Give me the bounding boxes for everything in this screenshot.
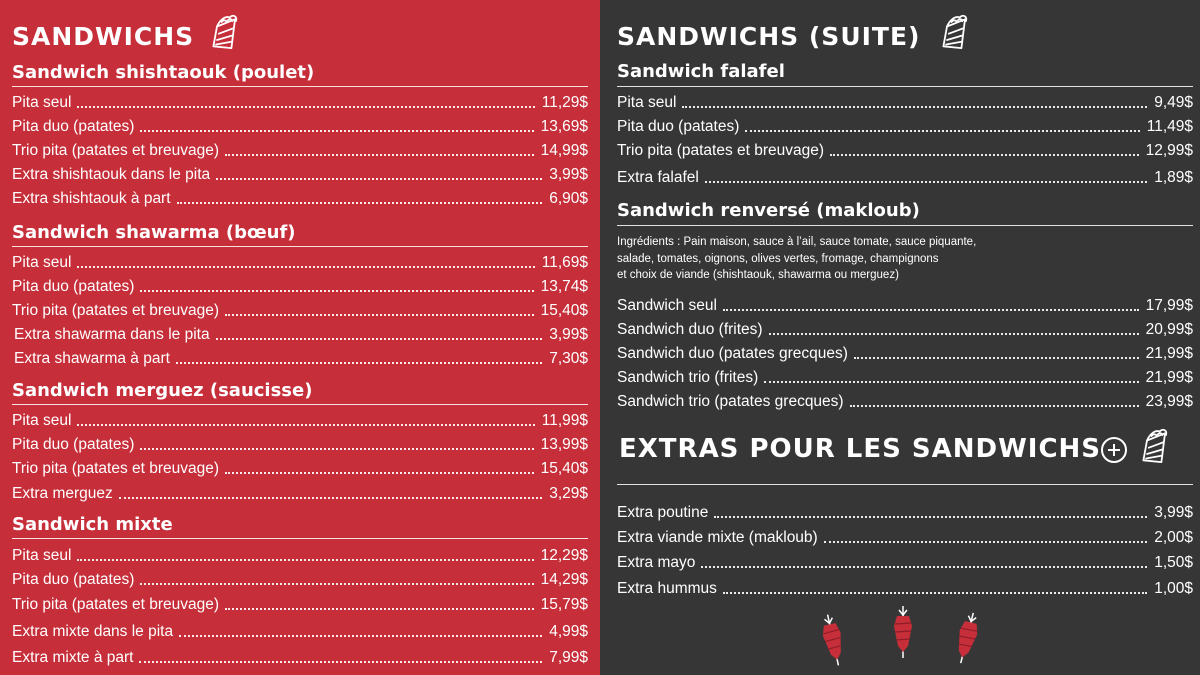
item-name: Pita seul <box>617 94 677 111</box>
item-name: Sandwich duo (patates grecques) <box>617 345 848 362</box>
item-price: 3,29$ <box>549 485 588 502</box>
item-price: 17,99$ <box>1145 297 1193 314</box>
menu-item-row <box>617 114 1193 136</box>
item-price: 3,99$ <box>549 326 588 343</box>
item-name: Sandwich trio (patates grecques) <box>617 393 844 410</box>
section-divider <box>617 86 1193 87</box>
menu-item-row <box>617 317 1193 339</box>
ingredients-line: et choix de viande (shishtaouk, shawarma ou merguez) <box>617 269 899 281</box>
menu-item-row <box>617 341 1193 363</box>
dot-leader <box>77 106 534 108</box>
item-price: 13,69$ <box>540 118 588 135</box>
dot-leader <box>824 541 1147 543</box>
dot-leader <box>77 266 534 268</box>
right-main-title: SANDWICHS (SUITE) <box>617 22 921 51</box>
dot-leader <box>216 178 542 180</box>
shawarma-spit-icon <box>946 609 988 667</box>
item-price: 23,99$ <box>1145 393 1193 410</box>
item-name: Sandwich seul <box>617 297 717 314</box>
item-price: 15,79$ <box>540 596 588 613</box>
item-name: Pita duo (patates) <box>12 118 135 135</box>
menu-item-row <box>617 550 1193 572</box>
item-name: Extra shishtaouk dans le pita <box>12 166 211 183</box>
menu-item-row <box>12 567 588 589</box>
item-price: 11,99$ <box>541 412 588 429</box>
item-price: 15,40$ <box>540 460 588 477</box>
section-divider <box>12 246 588 247</box>
item-name: Sandwich duo (frites) <box>617 321 763 338</box>
menu-item-row <box>617 576 1193 598</box>
dot-leader <box>140 583 533 585</box>
menu-item-row <box>617 389 1193 411</box>
section-divider <box>617 484 1193 485</box>
menu-item-row <box>617 138 1193 160</box>
dot-leader <box>77 424 534 426</box>
item-price: 15,40$ <box>540 302 588 319</box>
item-name: Pita duo (patates) <box>12 436 135 453</box>
item-name: Extra mixte dans le pita <box>12 623 174 640</box>
menu-item-row <box>617 365 1193 387</box>
dot-leader <box>682 106 1147 108</box>
item-name: Trio pita (patates et breuvage) <box>12 302 220 319</box>
item-price: 20,99$ <box>1145 321 1193 338</box>
dot-leader <box>854 357 1139 359</box>
item-name: Trio pita (patates et breuvage) <box>12 142 220 159</box>
item-price: 14,99$ <box>540 142 588 159</box>
dot-leader <box>714 516 1147 518</box>
item-name: Extra falafel <box>617 169 699 186</box>
item-price: 6,90$ <box>549 190 588 207</box>
wrap-sandwich-icon <box>938 10 974 52</box>
dot-leader <box>119 497 542 499</box>
item-name: Pita seul <box>12 94 72 111</box>
section-title-makloub: Sandwich renversé (makloub) <box>617 200 920 221</box>
dot-leader <box>723 309 1139 311</box>
menu-item-row <box>12 432 588 454</box>
dot-leader <box>764 381 1138 383</box>
item-name: Trio pita (patates et breuvage) <box>12 460 220 477</box>
dot-leader <box>769 333 1139 335</box>
item-price: 3,99$ <box>1154 504 1193 521</box>
item-price: 1,00$ <box>1154 580 1193 597</box>
left-main-title: SANDWICHS <box>12 22 195 51</box>
dot-leader <box>701 566 1147 568</box>
dot-leader <box>216 338 543 340</box>
dot-leader <box>140 448 533 450</box>
ingredients-line: Ingrédients : Pain maison, sauce à l’ail, sauce tomate, sauce piquante, <box>617 236 977 248</box>
menu-item-row <box>617 500 1193 522</box>
dot-leader <box>225 154 534 156</box>
plus-circle-icon <box>1100 436 1128 464</box>
section-divider <box>12 404 588 405</box>
item-price: 11,69$ <box>541 254 588 271</box>
item-price: 11,29$ <box>541 94 588 111</box>
item-name: Extra merguez <box>12 485 113 502</box>
menu-item-row <box>12 645 588 667</box>
section-title-shishtaouk: Sandwich shishtaouk (poulet) <box>12 62 315 83</box>
section-title-mixte: Sandwich mixte <box>12 514 173 535</box>
item-name: Extra viande mixte (makloub) <box>617 529 818 546</box>
item-name: Pita seul <box>12 254 72 271</box>
menu-item-row <box>14 322 588 344</box>
dot-leader <box>225 314 534 316</box>
dot-leader <box>723 592 1147 594</box>
ingredients-text <box>617 234 976 284</box>
menu-item-row <box>12 592 588 614</box>
item-name: Extra poutine <box>617 504 709 521</box>
item-price: 11,49$ <box>1146 118 1193 135</box>
item-name: Extra mixte à part <box>12 649 134 666</box>
menu-item-row <box>12 250 588 272</box>
menu-item-row <box>12 456 588 478</box>
dot-leader <box>850 405 1139 407</box>
section-divider <box>12 538 588 539</box>
menu-item-row <box>617 525 1193 547</box>
menu-item-row <box>12 298 588 320</box>
item-price: 3,99$ <box>549 166 588 183</box>
menu-item-row <box>14 346 588 368</box>
dot-leader <box>177 202 543 204</box>
item-price: 4,99$ <box>549 623 588 640</box>
item-name: Pita duo (patates) <box>617 118 740 135</box>
item-name: Extra shishtaouk à part <box>12 190 171 207</box>
section-title-shawarma: Sandwich shawarma (bœuf) <box>12 222 296 243</box>
item-name: Pita seul <box>12 412 72 429</box>
menu-item-row <box>617 293 1193 315</box>
item-name: Extra shawarma dans le pita <box>14 326 210 343</box>
item-name: Extra mayo <box>617 554 696 571</box>
wrap-sandwich-icon <box>1138 424 1174 466</box>
menu-item-row <box>12 481 588 503</box>
dot-leader <box>745 130 1139 132</box>
item-name: Extra hummus <box>617 580 717 597</box>
item-price: 1,50$ <box>1154 554 1193 571</box>
item-price: 21,99$ <box>1145 345 1193 362</box>
menu-item-row <box>617 165 1193 187</box>
menu-item-row <box>12 162 588 184</box>
menu-item-row <box>12 138 588 160</box>
menu-item-row <box>12 186 588 208</box>
dot-leader <box>140 290 533 292</box>
item-price: 7,99$ <box>549 649 588 666</box>
section-title-merguez: Sandwich merguez (saucisse) <box>12 380 313 401</box>
wrap-sandwich-icon <box>208 10 244 52</box>
section-title-falafel: Sandwich falafel <box>617 61 785 82</box>
shawarma-spit-icon <box>813 611 853 668</box>
menu-item-row <box>12 114 588 136</box>
shawarma-spit-icon <box>888 606 918 658</box>
dot-leader <box>140 130 533 132</box>
item-price: 12,99$ <box>1145 142 1193 159</box>
item-price: 21,99$ <box>1145 369 1193 386</box>
dot-leader <box>176 362 542 364</box>
item-price: 9,49$ <box>1154 94 1193 111</box>
item-name: Trio pita (patates et breuvage) <box>12 596 220 613</box>
item-name: Pita seul <box>12 547 72 564</box>
dot-leader <box>225 472 534 474</box>
dot-leader <box>830 154 1139 156</box>
menu-item-row <box>12 408 588 430</box>
menu-item-row <box>12 543 588 565</box>
section-divider <box>617 225 1193 226</box>
ingredients-line: salade, tomates, oignons, olives vertes, fromage, champignons <box>617 252 939 265</box>
menu-item-row <box>617 90 1193 112</box>
item-name: Pita duo (patates) <box>12 278 135 295</box>
item-price: 2,00$ <box>1154 529 1193 546</box>
section-divider <box>12 86 588 87</box>
dot-leader <box>179 635 542 637</box>
item-price: 1,89$ <box>1154 169 1193 186</box>
item-price: 12,29$ <box>540 547 588 564</box>
item-price: 13,74$ <box>540 278 588 295</box>
item-price: 13,99$ <box>540 436 588 453</box>
item-name: Trio pita (patates et breuvage) <box>617 142 825 159</box>
menu-item-row <box>12 619 588 641</box>
right-menu-panel <box>600 0 1200 675</box>
dot-leader <box>77 559 533 561</box>
extras-title: EXTRAS POUR LES SANDWICHS <box>619 434 1102 464</box>
menu-item-row <box>12 90 588 112</box>
item-name: Pita duo (patates) <box>12 571 135 588</box>
item-price: 7,30$ <box>549 350 588 367</box>
dot-leader <box>705 181 1147 183</box>
dot-leader <box>225 608 534 610</box>
dot-leader <box>139 661 542 663</box>
item-name: Sandwich trio (frites) <box>617 369 759 386</box>
menu-item-row <box>12 274 588 296</box>
item-price: 14,29$ <box>540 571 588 588</box>
item-name: Extra shawarma à part <box>14 350 170 367</box>
